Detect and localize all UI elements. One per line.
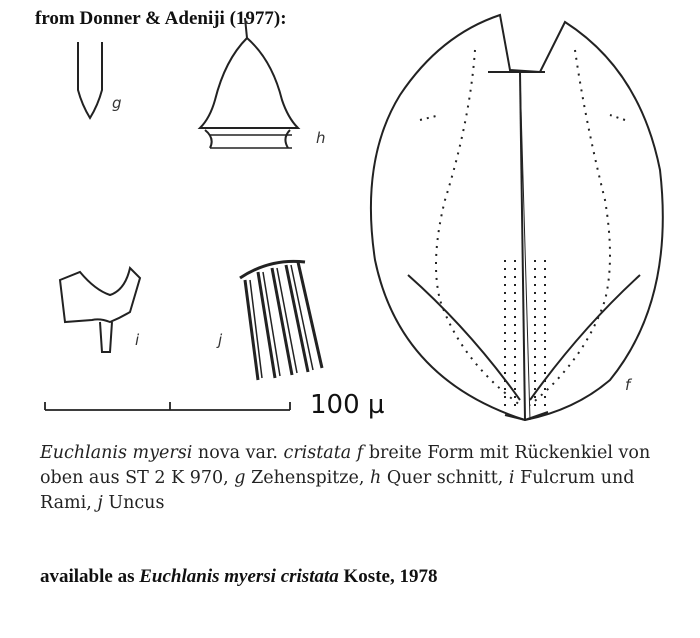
drawing-h-cross-section: [200, 18, 298, 148]
availability-suffix: Koste, 1978: [343, 566, 438, 587]
label-i: i: [135, 331, 140, 349]
label-g: g: [112, 94, 122, 112]
caption-j-text: Uncus: [108, 493, 165, 513]
drawing-g-toe-tip: [78, 42, 102, 118]
caption-h-text: Quer schnitt,: [386, 468, 504, 488]
caption-f-letter: f: [356, 443, 364, 463]
caption-i-letter: i: [508, 468, 515, 488]
caption-g-text: Zehenspitze,: [251, 468, 365, 488]
label-h: h: [316, 129, 326, 147]
caption-g-letter: g: [234, 468, 246, 488]
caption-h-letter: h: [370, 468, 382, 488]
caption-j-letter: j: [97, 493, 103, 513]
scale-bar: [45, 402, 290, 410]
label-f: f: [625, 376, 631, 394]
figure-caption: [40, 441, 680, 516]
scale-bar-label: 100 µ: [310, 390, 385, 420]
availability-name: Euchlanis myersi cristata: [139, 566, 339, 587]
caption-f-text: breite Form mit Rückenkiel von oben aus ST 2 K 970,: [40, 443, 651, 488]
availability-note: [40, 566, 437, 588]
caption-variety: cristata: [283, 443, 352, 463]
drawing-i-fulcrum-rami: [60, 268, 140, 352]
availability-prefix: available as: [40, 566, 135, 587]
caption-nova-var: nova var.: [197, 443, 278, 463]
label-j: j: [218, 331, 223, 349]
caption-i-text: Fulcrum und Rami,: [40, 468, 635, 513]
caption-species: Euchlanis myersi: [40, 443, 193, 463]
drawing-f-lorica: [371, 15, 663, 420]
figure-source-title: from Donner & Adeniji (1977):: [35, 8, 287, 29]
drawing-j-uncus: [240, 261, 322, 380]
